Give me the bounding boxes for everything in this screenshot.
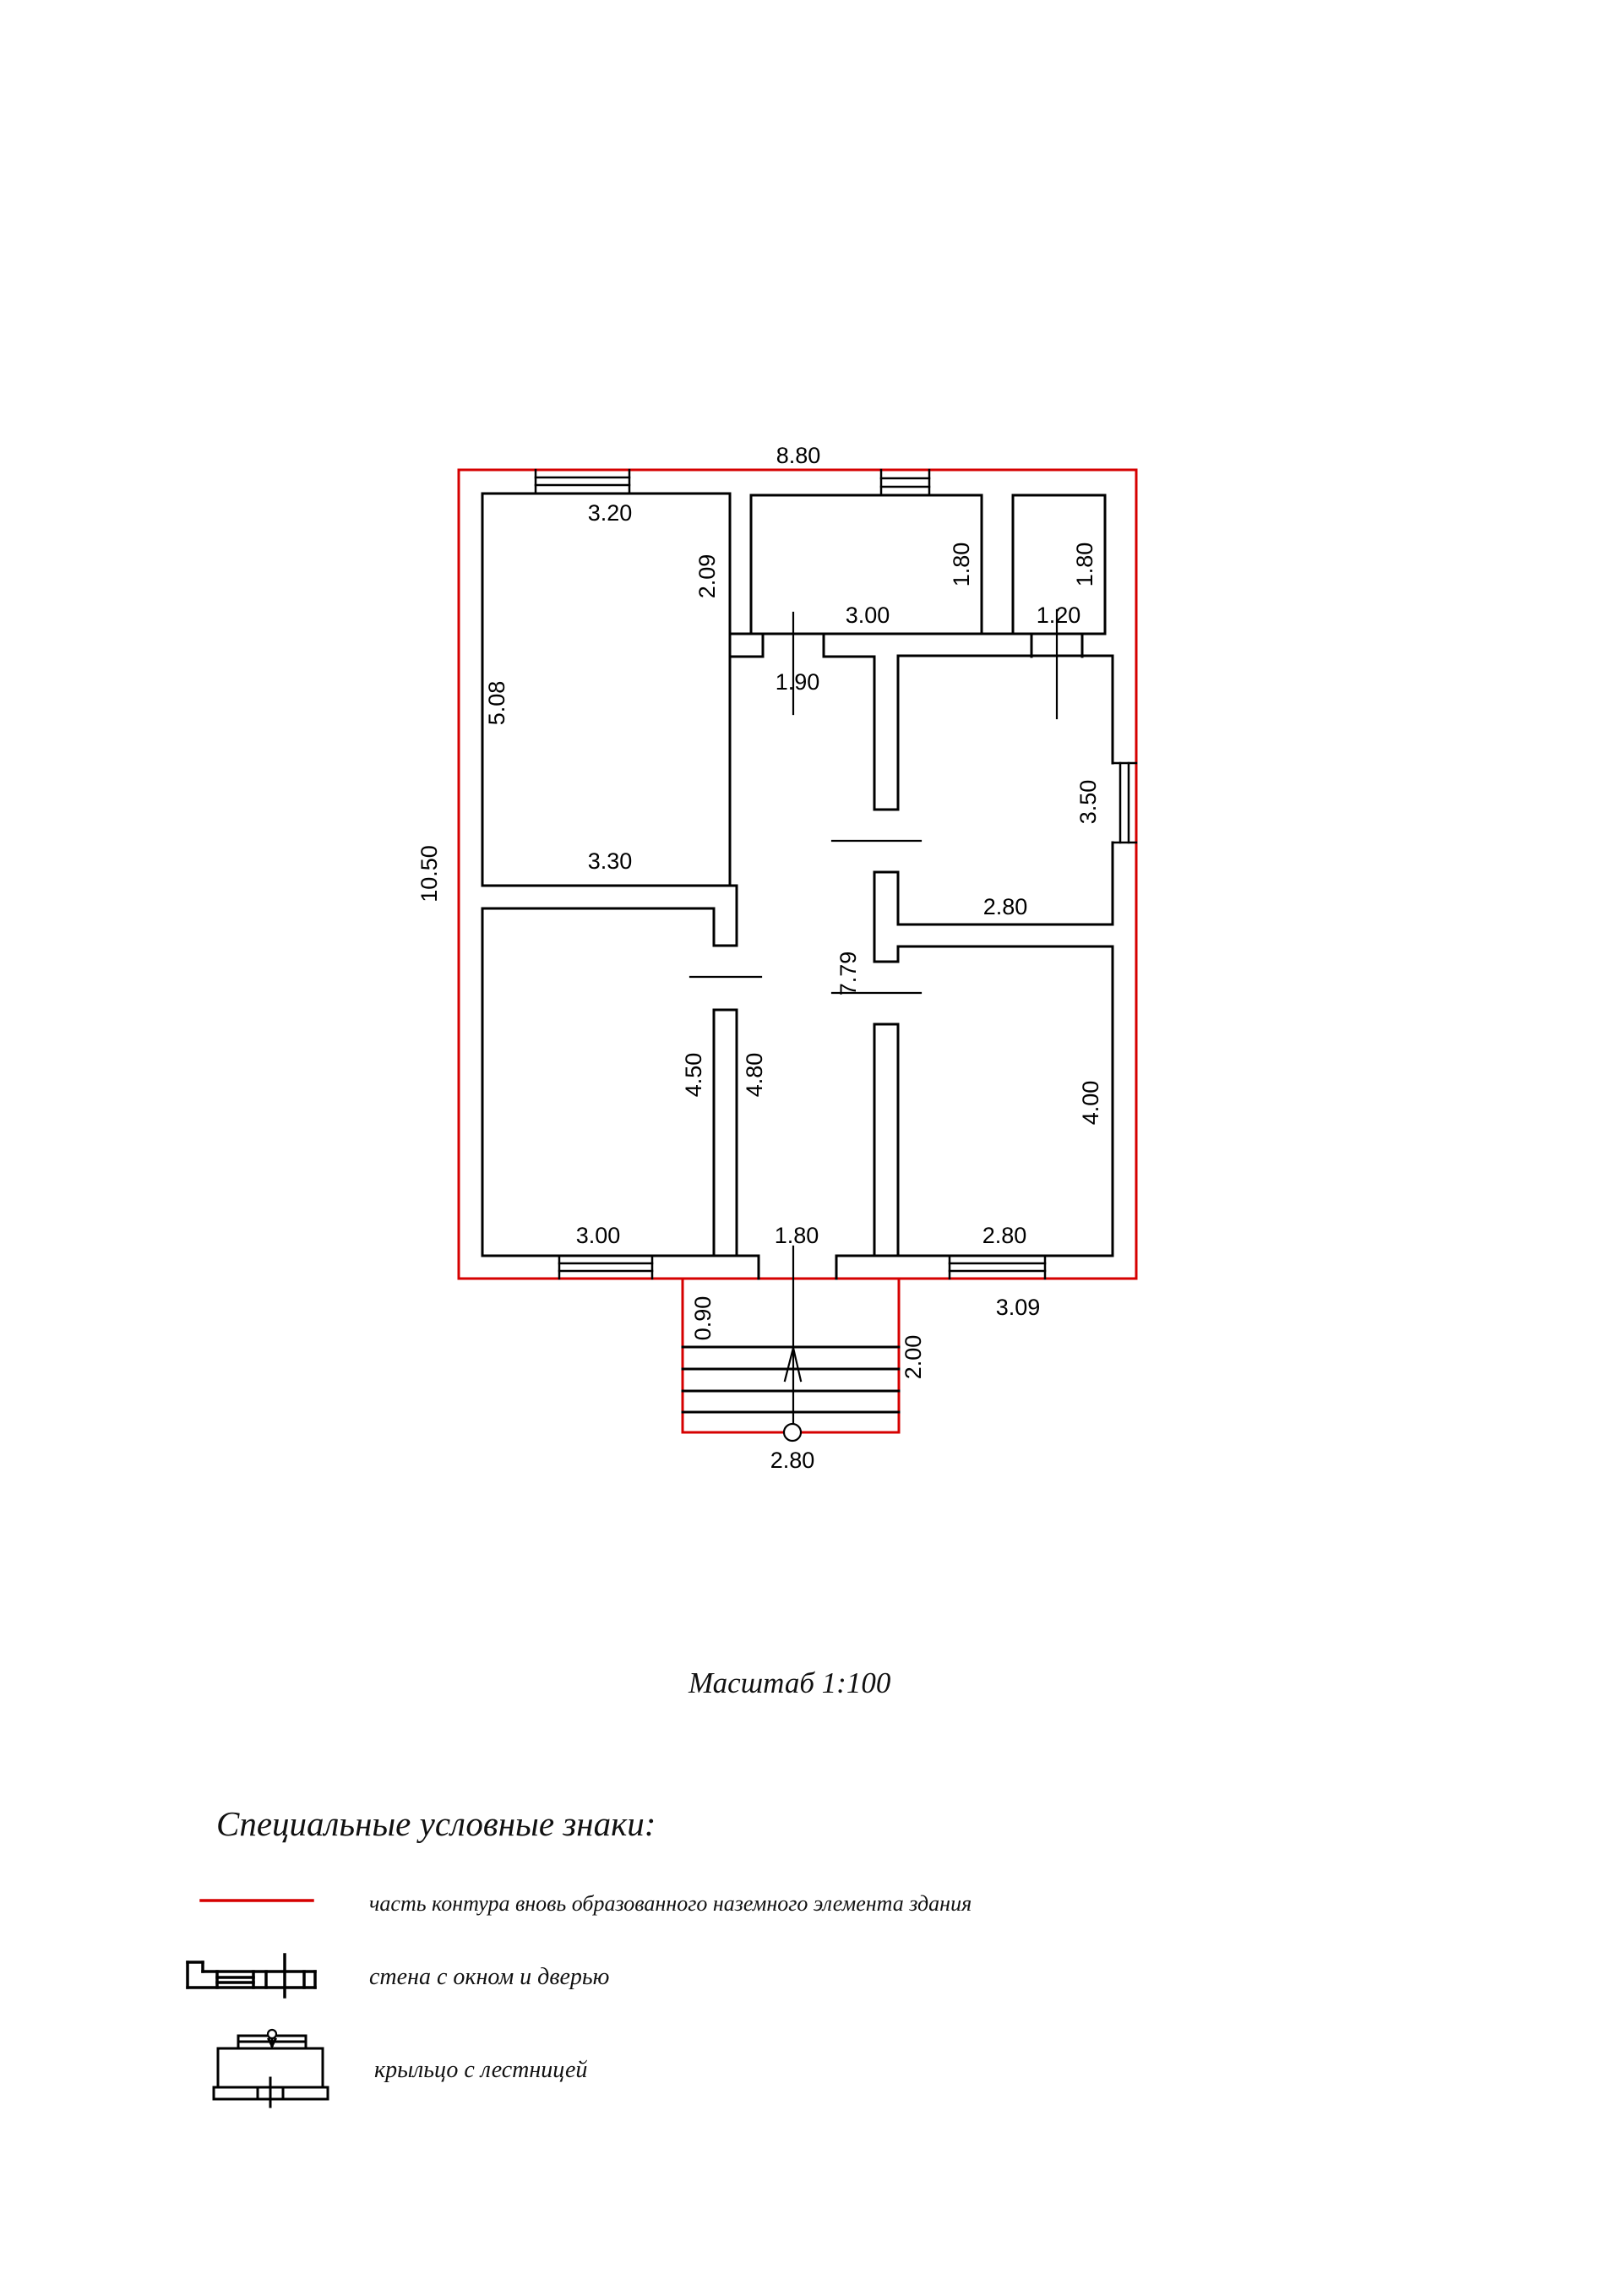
legend-header: Специальные условные знаки: — [216, 1804, 656, 1843]
dimension-label: 0.90 — [690, 1295, 716, 1341]
dimension-label: 2.80 — [982, 894, 1028, 919]
wall-lines — [482, 494, 1113, 1279]
dimension-label: 1.80 — [1072, 542, 1097, 587]
dimension-label: 1.80 — [949, 542, 974, 587]
dimension-label: 7.79 — [835, 951, 861, 996]
dimension-label: 3.09 — [995, 1295, 1041, 1320]
dimension-label: 2.80 — [982, 1223, 1027, 1248]
scale-caption: Масштаб 1:100 — [689, 1666, 891, 1699]
dimension-label: 2.00 — [901, 1334, 926, 1380]
dimension-label: 8.80 — [776, 443, 821, 468]
stair-start-circle — [784, 1424, 801, 1441]
red-contour-lines — [459, 470, 1136, 1432]
dimension-label: 5.08 — [484, 680, 509, 726]
dimension-label: 4.50 — [681, 1052, 706, 1098]
dimension-label: 1.20 — [1036, 603, 1081, 628]
dimension-label: 3.30 — [587, 848, 633, 874]
dimension-label: 2.09 — [694, 554, 720, 599]
legend-item-wall-window-door-label: стена с окном и дверью — [369, 1964, 610, 1990]
dimension-label: 3.50 — [1075, 779, 1101, 825]
dimension-label: 4.80 — [742, 1052, 767, 1098]
window-lines — [536, 470, 1136, 1279]
dimension-label: 4.00 — [1078, 1080, 1103, 1126]
dimension-label: 3.00 — [575, 1223, 621, 1248]
dimension-label: 3.20 — [587, 500, 633, 526]
dimension-label: 2.80 — [770, 1448, 815, 1473]
dimension-labels — [416, 443, 1103, 1473]
dimension-label: 3.00 — [845, 603, 890, 628]
legend-wall-symbol-lines — [188, 1955, 315, 1997]
dimension-label: 10.50 — [416, 845, 442, 903]
legend-porch-symbol-lines — [214, 2031, 328, 2107]
legend-stair-circle — [268, 2030, 276, 2038]
legend-item-new-contour-label: часть контура вновь образованного наземного элемента здания — [369, 1891, 972, 1916]
legend-item-porch-stairs-label: крыльцо с лестницей — [374, 2057, 588, 2083]
dimension-label: 1.80 — [774, 1223, 819, 1248]
dimension-label: 1.90 — [775, 669, 820, 695]
